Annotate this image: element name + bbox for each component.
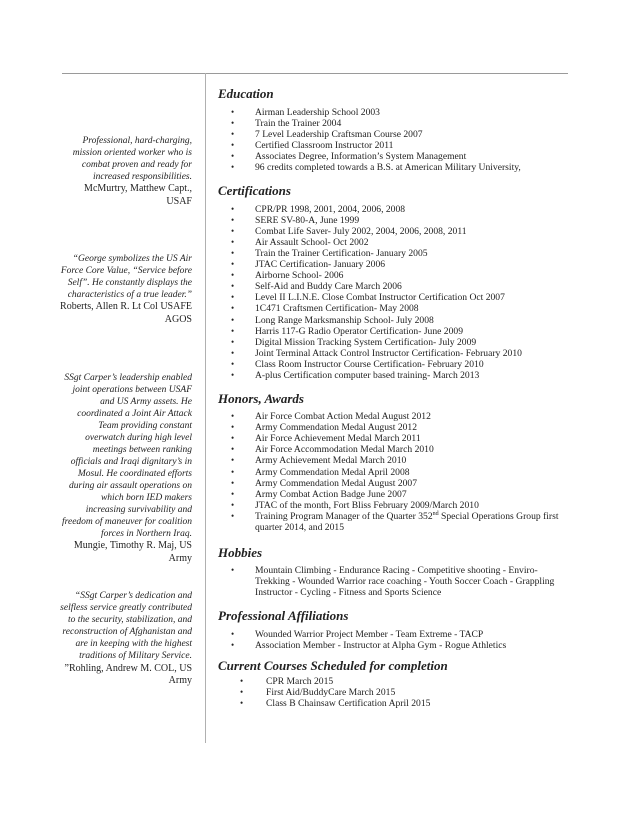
hobbies-list (218, 565, 563, 598)
courses-list (218, 676, 563, 709)
list-item: • Train the Trainer Certification- January 2005 (218, 248, 563, 259)
list-item: • Army Commendation Medal April 2008 (218, 467, 563, 478)
testimonial-text: SSgt Carper’s leadership enabled joint operations between USAF and US Army assets. He coordinated a Joint Air Attack Team providing constant overwatch during high level meetings between ranking officials and Iraqi dignitary’s in Mosul. He coordinated efforts during air assault operations on which born IED makers increasing survivability and freedom of maneuver for coalition forces in Northern Iraq. (62, 373, 192, 539)
list-item: • Train the Trainer 2004 (218, 118, 563, 129)
list-item: • First Aid/BuddyCare March 2015 (218, 687, 563, 698)
list-item: • Class Room Instructor Course Certification- February 2010 (218, 359, 563, 370)
testimonial-1 (60, 135, 192, 208)
section-title-hobbies: Hobbies (218, 545, 263, 561)
list-item: • Army Commendation Medal August 2007 (218, 478, 563, 489)
list-item: • Wounded Warrior Project Member - Team Extreme - TACP (218, 629, 563, 640)
list-item-text: Training Program Manager of the Quarter 352 (255, 510, 433, 522)
testimonial-4 (60, 590, 192, 688)
list-item: • Joint Terminal Attack Control Instructor Certification- February 2010 (218, 348, 563, 359)
list-item: • Level II L.I.N.E. Close Combat Instructor Certification Oct 2007 (218, 292, 563, 303)
list-item: • Certified Classroom Instructor 2011 (218, 140, 563, 151)
list-item: • Digital Mission Tracking System Certification- July 2009 (218, 337, 563, 348)
list-item: • Army Commendation Medal August 2012 (218, 422, 563, 433)
resume-main (218, 86, 563, 709)
list-item: • 7 Level Leadership Craftsman Course 2007 (218, 129, 563, 140)
education-list (218, 107, 563, 174)
testimonial-2 (60, 253, 192, 326)
list-item: • Army Combat Action Badge June 2007 (218, 489, 563, 500)
section-title-affiliations: Professional Affiliations (218, 608, 349, 624)
list-item: • Army Achievement Medal March 2010 (218, 455, 563, 466)
list-item: • Airman Leadership School 2003 (218, 107, 563, 118)
list-item: • Class B Chainsaw Certification April 2015 (218, 698, 563, 709)
list-item: • Airborne School- 2006 (218, 270, 563, 281)
column-divider (205, 73, 206, 743)
testimonial-text: Professional, hard-charging, mission oriented worker who is combat proven and ready for increased responsibilities. (72, 136, 192, 182)
top-rule (62, 73, 568, 74)
list-item: • Air Force Accommodation Medal March 2010 (218, 444, 563, 455)
list-item: • Air Force Combat Action Medal August 2012 (218, 411, 563, 422)
testimonial-text: “SSgt Carper’s dedication and selfless service greatly contributed to the security, stabilization, and reconstruction of Afghanistan and are in keeping with the highest traditions of Military Service. (60, 591, 192, 661)
section-title-courses: Current Courses Scheduled for completion (218, 657, 448, 673)
list-item: • Air Assault School- Oct 2002 (218, 237, 563, 248)
section-title-certifications: Certifications (218, 182, 291, 198)
list-item: • Mountain Climbing - Endurance Racing - Competitive shooting - Enviro-Trekking - Wounded Warrior race coaching - Youth Soccer Coach - Grappling Instructor - Cycling - Fitness and Sports Science (218, 565, 563, 598)
list-item: • Combat Life Saver- July 2002, 2004, 2006, 2008, 2011 (218, 226, 563, 237)
list-item (218, 511, 563, 533)
list-item: • Air Force Achievement Medal March 2011 (218, 433, 563, 444)
list-item: • JTAC of the month, Fort Bliss February 2009/March 2010 (218, 500, 563, 511)
testimonial-3 (60, 372, 192, 565)
list-item: • A-plus Certification computer based training- March 2013 (218, 370, 563, 381)
list-item: • JTAC Certification- January 2006 (218, 259, 563, 270)
list-item: • CPR March 2015 (218, 676, 563, 687)
testimonial-text: “George symbolizes the US Air Force Core Value, “Service before Self”. He constantly displays the characteristics of a true leader.” (60, 254, 192, 300)
list-item-text: Special Operations Group first quarter 2014, and 2015 (255, 510, 559, 533)
list-item: • 96 credits completed towards a B.S. at American Military University, (218, 162, 563, 173)
list-item: • Harris 117-G Radio Operator Certification- June 2009 (218, 326, 563, 337)
testimonial-author: ”Rohling, Andrew M. COL, US Army (64, 662, 192, 686)
testimonial-author: Roberts, Allen R. Lt Col USAFE AGOS (60, 301, 192, 325)
list-item: • CPR/PR 1998, 2001, 2004, 2006, 2008 (218, 204, 563, 215)
honors-list (218, 411, 563, 533)
list-item: • Long Range Marksmanship School- July 2008 (218, 315, 563, 326)
testimonial-author: McMurtry, Matthew Capt., USAF (84, 183, 192, 207)
certifications-list (218, 204, 563, 382)
section-title-honors: Honors, Awards (218, 391, 304, 407)
affiliations-list (218, 629, 563, 651)
list-item: • SERE SV-80-A, June 1999 (218, 215, 563, 226)
list-item: • 1C471 Craftsmen Certification- May 2008 (218, 303, 563, 314)
testimonial-author: Mungie, Timothy R. Maj, US Army (73, 540, 192, 564)
list-item: • Self-Aid and Buddy Care March 2006 (218, 281, 563, 292)
list-item: • Association Member - Instructor at Alpha Gym - Rogue Athletics (218, 640, 563, 651)
section-title-education: Education (218, 86, 274, 101)
list-item: • Associates Degree, Information’s System Management (218, 151, 563, 162)
ordinal-suffix: nd (432, 510, 439, 517)
